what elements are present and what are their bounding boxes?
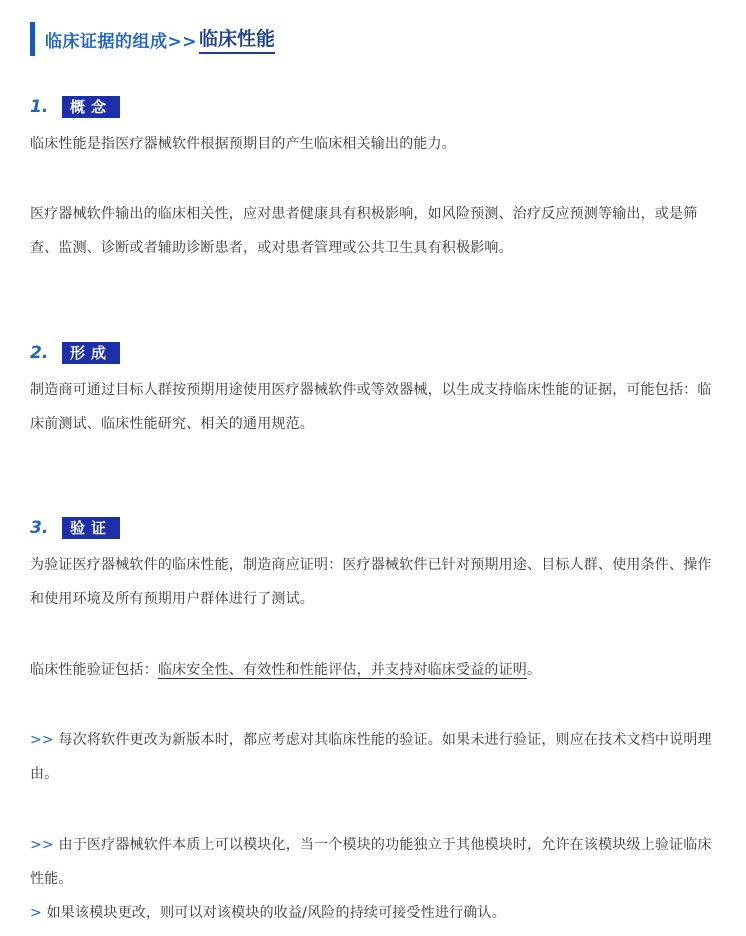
- bullet-text: 如果该模块更改，则可以对该模块的收益/风险的持续可接受性进行确认。: [41, 905, 506, 921]
- validation-paragraph-2: [30, 653, 720, 687]
- formation-paragraph-1: 制造商可通过目标人群按预期用途使用医疗器械软件或等效器械，以生成支持临床性能的证据，可能包括：临床前测试、临床性能研究、相关的通用规范。: [30, 382, 712, 432]
- section-title: 形成: [62, 342, 120, 364]
- validation-bullet-1: [30, 723, 720, 791]
- validation-bullet-3: [30, 896, 720, 930]
- section-number: 3.: [30, 518, 49, 538]
- validation-bullet-2: [30, 828, 720, 896]
- page-title: 临床性能: [199, 24, 275, 54]
- validation-p2-underlined: 临床安全性、有效性和性能评估，并支持对临床受益的证明: [157, 662, 528, 678]
- section-number: 1.: [30, 97, 49, 117]
- breadcrumb-parent[interactable]: 临床证据的组成>>: [45, 31, 197, 52]
- breadcrumb: [30, 22, 275, 56]
- chevron-icon: >: [30, 905, 42, 921]
- concept-paragraph-1: 临床性能是指医疗器械软件根据预期目的产生临床相关输出的能力。: [30, 136, 456, 152]
- section-number: 2.: [30, 343, 49, 363]
- double-chevron-icon: >>: [30, 732, 54, 748]
- section-heading-concept: [30, 96, 120, 118]
- validation-paragraph-1: 为验证医疗器械软件的临床性能，制造商应证明：医疗器械软件已针对预期用途、目标人群、使用条件、操作和使用环境及所有预期用户群体进行了测试。: [30, 557, 712, 607]
- bullet-text: 由于医疗器械软件本质上可以模块化，当一个模块的功能独立于其他模块时，允许在该模块级上验证临床性能。: [30, 837, 712, 887]
- validation-p2-prefix: 临床性能验证包括：: [30, 662, 158, 678]
- concept-paragraph-2: 医疗器械软件输出的临床相关性，应对患者健康具有积极影响，如风险预测、治疗反应预测等输出，或是筛查、监测、诊断或者辅助诊断患者，或对患者管理或公共卫生具有积极影响。: [30, 206, 698, 256]
- section-heading-validation: [30, 517, 120, 539]
- section-title: 概念: [62, 96, 120, 118]
- validation-p2-suffix: 。: [527, 662, 542, 678]
- bullet-text: 每次将软件更改为新版本时，都应考虑对其临床性能的验证。如果未进行验证，则应在技术文档中说明理由。: [30, 732, 712, 782]
- header-accent-bar: [30, 22, 35, 56]
- section-title: 验证: [62, 517, 120, 539]
- double-chevron-icon: >>: [30, 837, 54, 853]
- section-heading-formation: [30, 342, 120, 364]
